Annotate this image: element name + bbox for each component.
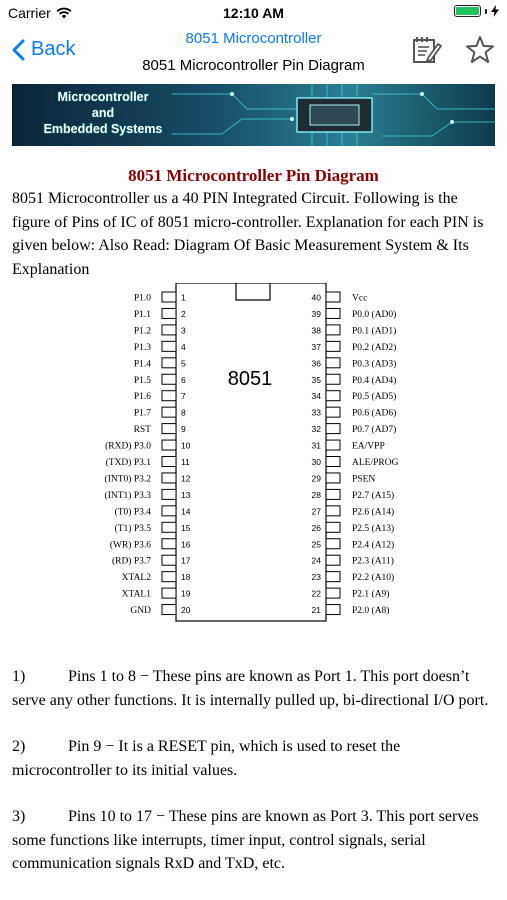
explanation-number: 2) (12, 738, 26, 755)
pin-number-right: 21 (311, 605, 321, 616)
pin-number-left: 10 (181, 440, 191, 451)
pin-box-right (326, 325, 340, 335)
pin-box-right (326, 555, 340, 565)
pin-label-right: P2.7 (A15) (352, 490, 395, 501)
pin-box-right (326, 522, 340, 532)
pin-number-left: 4 (181, 341, 186, 352)
banner-line-3: Embedded Systems (43, 122, 163, 136)
pin-label-right: EA/VPP (352, 441, 385, 452)
pin-label-left: RST (133, 425, 151, 436)
pin-number-right: 23 (311, 572, 321, 583)
pin-label-left: P1.4 (133, 359, 151, 370)
pin-label-left: (INT0) P3.2 (104, 474, 151, 485)
pin-box-left (162, 489, 176, 499)
pin-number-left: 7 (181, 391, 186, 402)
pin-number-left: 5 (181, 358, 186, 369)
explanation-text: Pins 10 to 17 − These pins are known as Port 3. This port serves some functions like interrupts, timer input, control signals, serial communication signals RxD and TxD, etc. (12, 808, 479, 872)
pin-box-left (162, 555, 176, 565)
pin-box-left (162, 407, 176, 417)
pin-number-right: 37 (311, 341, 321, 352)
explanation-item (12, 735, 495, 782)
pin-number-left: 19 (181, 588, 191, 599)
pin-box-right (326, 424, 340, 434)
pin-number-right: 33 (311, 407, 321, 418)
pin-box-left (162, 308, 176, 318)
pin-label-left: (WR) P3.6 (109, 540, 151, 551)
back-button-label: Back (31, 38, 76, 60)
pin-label-right: PSEN (352, 474, 376, 485)
pin-label-left: (INT1) P3.3 (104, 490, 151, 501)
pin-box-left (162, 440, 176, 450)
pin-box-right (326, 473, 340, 483)
pin-box-left (162, 292, 176, 302)
pin-box-right (326, 407, 340, 417)
pin-box-left (162, 358, 176, 368)
article-body (12, 165, 495, 281)
pin-number-left: 15 (181, 522, 191, 533)
pin-box-right (326, 374, 340, 384)
pin-label-right: P2.2 (A10) (352, 573, 395, 584)
pin-explanations (12, 665, 495, 899)
pin-label-right: P0.1 (AD1) (352, 326, 397, 337)
pin-label-right: P0.7 (AD7) (352, 425, 397, 436)
pin-label-left: (T0) P3.4 (114, 507, 151, 518)
carrier-label: Carrier (8, 5, 51, 21)
battery-cap (485, 9, 487, 14)
pin-number-right: 26 (311, 522, 321, 533)
pin-label-left: (T1) P3.5 (114, 523, 151, 534)
site-banner (12, 84, 495, 146)
pin-label-right: P0.4 (AD4) (352, 375, 397, 386)
pin-box-right (326, 588, 340, 598)
nav-title[interactable]: 8051 Microcontroller (185, 30, 322, 47)
pin-number-right: 34 (311, 391, 321, 402)
pin-label-left: P1.5 (133, 375, 151, 386)
back-button[interactable] (12, 38, 75, 61)
pin-label-left: (RXD) P3.0 (105, 441, 151, 452)
pin-box-right (326, 341, 340, 351)
star-icon[interactable] (464, 34, 496, 66)
pin-label-right: P2.4 (A12) (352, 540, 395, 551)
chevron-left-icon (12, 39, 25, 61)
pin-number-left: 14 (181, 506, 191, 517)
pin-label-left: GND (130, 606, 151, 617)
pin-label-left: P1.2 (133, 326, 151, 337)
pin-box-left (162, 473, 176, 483)
pin-box-left (162, 374, 176, 384)
pin-label-right: P2.6 (A14) (352, 507, 395, 518)
pin-number-right: 32 (311, 424, 321, 435)
explanation-item (12, 805, 495, 876)
pin-number-right: 27 (311, 506, 321, 517)
pin-box-right (326, 457, 340, 467)
charging-icon (491, 5, 499, 17)
banner-line-1: Microcontroller (57, 90, 149, 104)
article-heading: 8051 Microcontroller Pin Diagram (128, 166, 379, 185)
pin-label-right: P0.2 (AD2) (352, 342, 397, 353)
pin-label-left: P1.1 (133, 309, 151, 320)
pin-number-left: 11 (181, 457, 190, 467)
pin-box-left (162, 424, 176, 434)
pin-box-left (162, 325, 176, 335)
pin-label-right: P2.0 (A8) (352, 606, 390, 617)
pin-number-right: 22 (311, 588, 321, 599)
pin-number-right: 40 (311, 292, 321, 303)
pin-number-left: 16 (181, 539, 191, 550)
pin-number-right: 31 (311, 440, 321, 451)
pin-box-right (326, 308, 340, 318)
pin-label-right: P0.6 (AD6) (352, 408, 397, 419)
pin-box-left (162, 572, 176, 582)
pin-number-right: 35 (311, 374, 321, 385)
pin-label-right: P2.5 (A13) (352, 523, 395, 534)
explanation-text: Pin 9 − It is a RESET pin, which is used to reset the microcontroller to its initial values. (12, 738, 401, 779)
pin-number-left: 12 (181, 473, 191, 484)
explanation-text: Pins 1 to 8 − These pins are known as Port 1. This port doesn’t serve any other functions. It is internally pulled up, bi-directional I/O port. (12, 668, 489, 709)
pin-number-right: 39 (311, 308, 321, 319)
pin-label-right: P0.0 (AD0) (352, 309, 397, 320)
pin-label-left: (RD) P3.7 (111, 556, 151, 567)
status-time: 12:10 AM (223, 5, 284, 21)
navigation-bar (0, 26, 507, 80)
pin-number-left: 13 (181, 489, 191, 500)
pin-label-right: Vcc (352, 293, 368, 304)
pin-number-left: 17 (181, 555, 191, 566)
circuit-board-image (172, 84, 495, 146)
pin-label-right: P2.1 (A9) (352, 589, 390, 600)
pin-box-left (162, 457, 176, 467)
status-right (454, 5, 499, 17)
explanation-number: 1) (12, 668, 26, 685)
pin-label-left: P1.7 (133, 408, 151, 419)
ic-body (176, 283, 326, 621)
pin-box-right (326, 506, 340, 516)
pin-box-right (326, 391, 340, 401)
battery-icon (454, 5, 481, 17)
pin-number-right: 28 (311, 489, 321, 500)
pin-number-left: 8 (181, 407, 186, 418)
nav-subtitle: 8051 Microcontroller Pin Diagram (142, 57, 365, 74)
pin-box-left (162, 539, 176, 549)
pin-number-right: 38 (311, 325, 321, 336)
pin-number-left: 1 (181, 292, 186, 303)
pin-number-left: 20 (181, 605, 191, 616)
pin-number-right: 25 (311, 539, 321, 550)
pin-label-right: P0.3 (AD3) (352, 359, 397, 370)
pin-label-left: XTAL1 (121, 589, 151, 600)
pin-label-left: P1.0 (133, 293, 151, 304)
pin-label-left: (TXD) P3.1 (105, 458, 151, 468)
edit-note-icon[interactable] (410, 34, 442, 66)
pin-box-right (326, 489, 340, 499)
pin-number-left: 2 (181, 308, 186, 319)
explanation-number: 3) (12, 808, 26, 825)
pin-box-right (326, 292, 340, 302)
pin-label-left: P1.6 (133, 392, 151, 403)
pin-box-left (162, 588, 176, 598)
pin-box-right (326, 358, 340, 368)
chip-label: 8051 (227, 368, 273, 390)
banner-line-2: and (91, 106, 115, 120)
pin-box-left (162, 605, 176, 615)
pin-number-right: 36 (311, 358, 321, 369)
status-bar (0, 0, 507, 26)
banner-text (18, 89, 188, 137)
pin-number-right: 30 (311, 457, 321, 467)
pin-label-left: XTAL2 (121, 573, 151, 584)
pin-box-left (162, 522, 176, 532)
pin-number-left: 18 (181, 572, 191, 583)
pin-box-right (326, 605, 340, 615)
pin-label-right: P0.5 (AD5) (352, 392, 397, 403)
pin-box-left (162, 506, 176, 516)
pin-label-right: ALE/PROG (352, 458, 399, 468)
article-intro: 8051 Microcontroller us a 40 PIN Integrated Circuit. Following is the figure of Pins of IC of 8051 micro-controller. Explanation for each PIN is given below: Also Read: Diagram Of Basic Measurement System & Its Explanation (12, 190, 484, 278)
pin-diagram (84, 283, 424, 628)
pin-box-right (326, 539, 340, 549)
pin-box-right (326, 572, 340, 582)
pin-box-left (162, 341, 176, 351)
pin-number-right: 29 (311, 473, 321, 484)
explanation-item (12, 665, 495, 712)
pin-box-left (162, 391, 176, 401)
pin-number-left: 9 (181, 424, 186, 435)
pin-box-right (326, 440, 340, 450)
pin-label-left: P1.3 (133, 342, 151, 353)
pin-label-right: P2.3 (A11) (352, 556, 394, 567)
pin-number-right: 24 (311, 555, 321, 566)
pin-number-left: 3 (181, 325, 186, 336)
pin-number-left: 6 (181, 374, 186, 385)
